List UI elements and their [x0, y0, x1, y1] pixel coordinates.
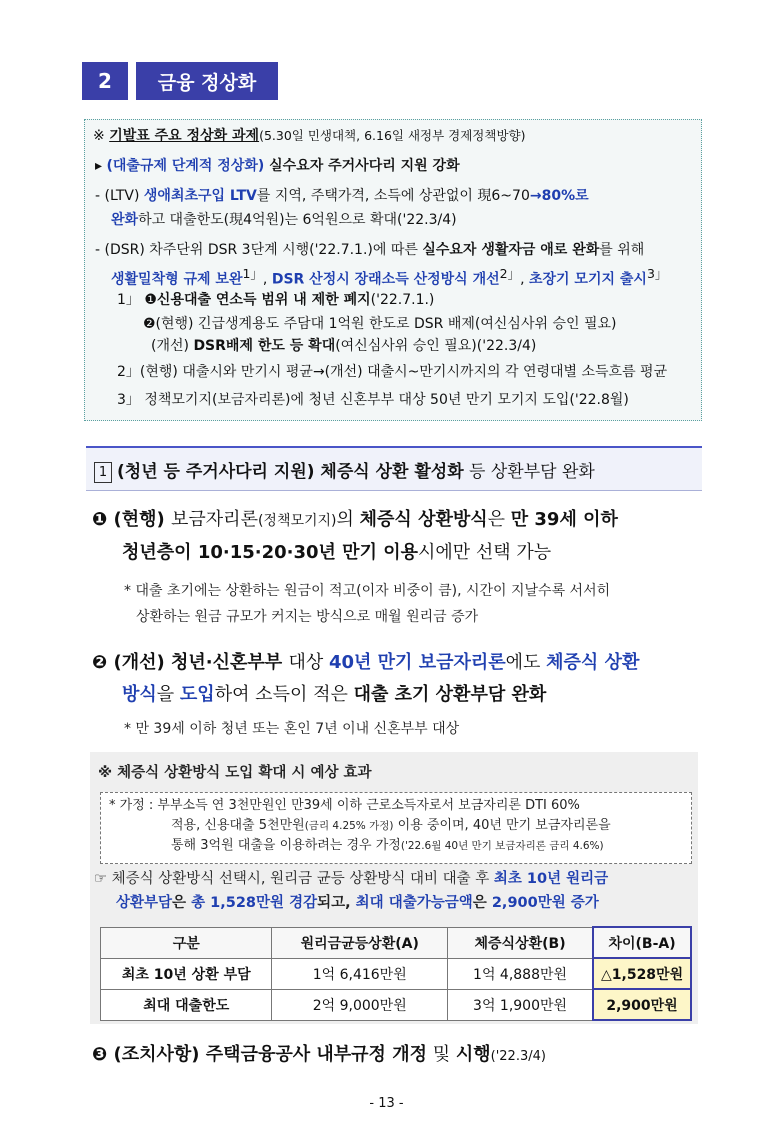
paragraph-2-line2: 방식을 도입하여 소득이 적은 대출 초기 상환부담 완화 — [122, 684, 547, 705]
note-1-line1: * 대출 초기에는 상환하는 원금이 적고(이자 비중이 큼), 시간이 지날수록 서서히 — [124, 583, 611, 599]
ltv-item-line1: - (LTV) 생애최초구입 LTV를 지역, 주택가격, 소득에 상관없이 現6~70→80%로 — [95, 188, 589, 204]
footnote-1-line3: (개선) DSR배제 한도 등 확대(여신심사위 승인 필요)('22.3/4) — [151, 338, 537, 354]
table-header-row — [101, 927, 692, 958]
dsr-item-line1: - (DSR) 차주단위 DSR 3단계 시행('22.7.1.)에 따른 실수요자 생활자금 애로 완화를 위해 — [95, 242, 645, 258]
background-summary-box — [84, 119, 702, 421]
summary-topic: ▸ (대출규제 단계적 정상화) 실수요자 주거사다리 지원 강화 — [95, 158, 460, 174]
result-line1: ☞ 체증식 상환방식 선택시, 원리금 균등 상환방식 대비 대출 후 최초 10년 원리금 — [94, 871, 609, 887]
table-header: 체증식상환(B) — [447, 927, 593, 958]
paragraph-1-line2: 청년층이 10·15·20·30년 만기 이용시에만 선택 가능 — [122, 542, 552, 563]
summary-heading: ※ 기발표 주요 정상화 과제(5.30일 민생대책, 6.16일 새정부 경제정책방향) — [93, 128, 526, 144]
table-cell: 1억 6,416만원 — [272, 958, 448, 989]
table-cell: 최대 대출한도 — [101, 989, 272, 1020]
comparison-table — [100, 926, 692, 1021]
table-cell: △1,528만원 — [593, 958, 691, 989]
table-cell: 1억 4,888만원 — [447, 958, 593, 989]
note-1-line2: 상환하는 원금 규모가 커지는 방식으로 매월 원리금 증가 — [136, 609, 479, 625]
note-2: * 만 39세 이하 청년 또는 혼인 7년 이내 신혼부부 대상 — [124, 721, 460, 737]
ltv-item-line2: 완화하고 대출한도(現4억원)는 6억원으로 확대('22.3/4) — [111, 212, 457, 228]
footnote-1-line1: 1」 ❶신용대출 연소득 범위 내 제한 폐지('22.7.1.) — [117, 292, 435, 308]
table-header: 원리금균등상환(A) — [272, 927, 448, 958]
assumption-box — [100, 792, 692, 864]
page-number: - 13 - — [369, 1096, 404, 1111]
section-title: 금융 정상화 — [136, 62, 278, 100]
result-line2: 상환부담은 총 1,528만원 경감되고, 최대 대출가능금액은 2,900만원 증가 — [116, 895, 599, 911]
footnote-2: 2」(현행) 대출시와 만기시 평균→(개선) 대출시~만기시까지의 각 연령대별 소득흐름 평균 — [117, 364, 668, 380]
assumption-line1: * 가정 : 부부소득 연 3천만원인 만39세 이하 근로소득자로서 보금자리론 DTI 60% — [109, 798, 580, 813]
table-header: 구분 — [101, 927, 272, 958]
table-cell: 최초 10년 상환 부담 — [101, 958, 272, 989]
section-number-badge: 2 — [82, 62, 128, 100]
table-cell: 2억 9,000만원 — [272, 989, 448, 1020]
paragraph-3: ❸ (조치사항) 주택금융공사 내부규정 개정 및 시행('22.3/4) — [92, 1044, 546, 1065]
dsr-item-line2: 생활밀착형 규제 보완$^{1」}$, DSR 산정시 장래소득 산정방식 개선$^{2」}$, 초장기 모기지 출시$^{3」}$ — [111, 266, 668, 288]
footnote-1-line2: ❷(현행) 긴급생계용도 주담대 1억원 한도로 DSR 배제(여신심사위 승인 필요) — [143, 316, 617, 332]
table-header: 차이(B-A) — [593, 927, 691, 958]
expected-effect-box — [90, 752, 698, 1024]
effect-title: ※ 체증식 상환방식 도입 확대 시 예상 효과 — [98, 765, 372, 781]
assumption-line2: 적용, 신용대출 5천만원(금리 4.25% 가정) 이용 중이며, 40년 만기 보금자리론을 — [171, 818, 611, 833]
assumption-line3: 통해 3억원 대출을 이용하려는 경우 가정('22.6월 40년 만기 보금자리론 금리 4.6%) — [171, 838, 604, 853]
paragraph-1-line1: ❶ (현행) 보금자리론(정책모기지)의 체증식 상환방식은 만 39세 이하 — [92, 509, 618, 530]
table-row — [101, 989, 692, 1020]
footnote-3: 3」 정책모기지(보금자리론)에 청년 신혼부부 대상 50년 만기 모기지 도입('22.8월) — [117, 392, 629, 408]
table-cell: 2,900만원 — [593, 989, 691, 1020]
table-row — [101, 958, 692, 989]
table-cell: 3억 1,900만원 — [447, 989, 593, 1020]
subsection-header: 1 (청년 등 주거사다리 지원) 체증식 상환 활성화 등 상환부담 완화 — [86, 446, 702, 491]
paragraph-2-line1: ❷ (개선) 청년·신혼부부 대상 40년 만기 보금자리론에도 체증식 상환 — [92, 652, 640, 673]
subsection-number: 1 — [94, 462, 112, 483]
